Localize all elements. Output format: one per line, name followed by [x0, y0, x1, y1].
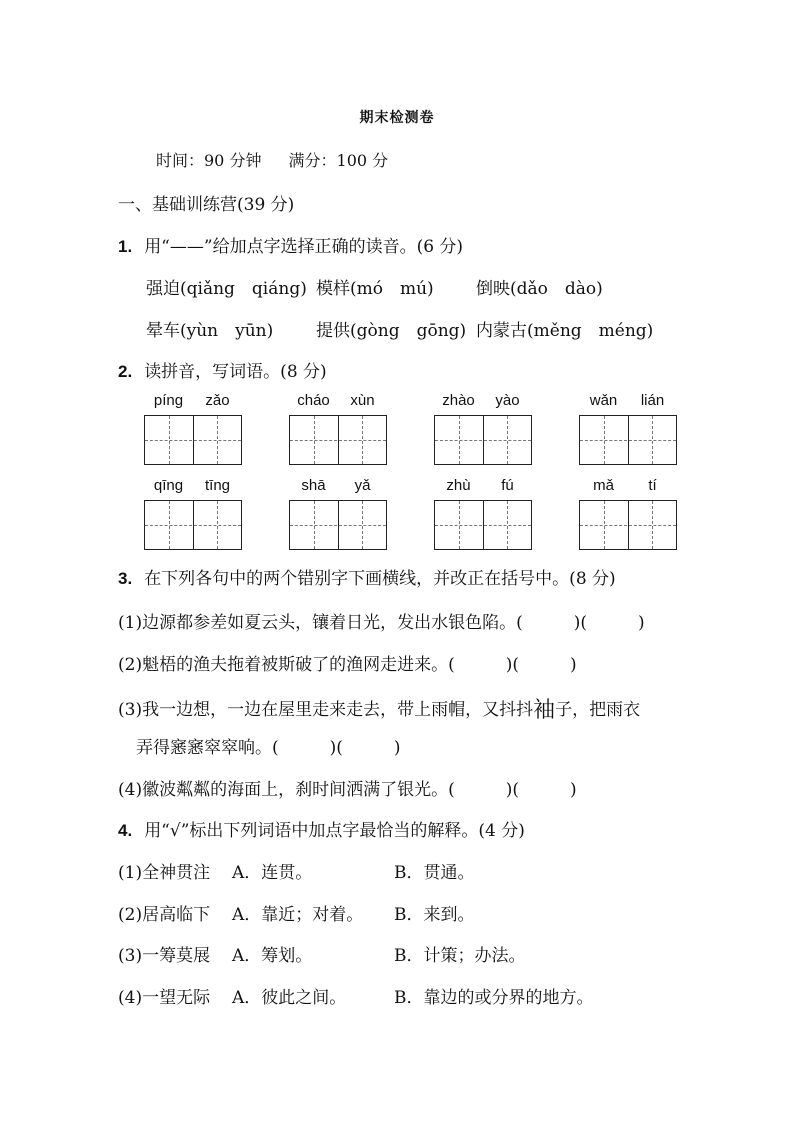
pinyin-label: zhào	[442, 392, 475, 409]
pinyin-label: shā	[301, 477, 326, 494]
pinyin-label: yǎ	[354, 477, 371, 494]
question-text: 读拼音，写词语。(8 分)	[144, 362, 327, 382]
question-4	[118, 816, 525, 841]
pinyin-label: tí	[648, 477, 657, 494]
sentence-item: (2)魁梧的渔夫拖着被斯破了的渔网走进来。( )( )	[118, 655, 577, 675]
tianzige-box[interactable]	[434, 415, 532, 465]
pinyin-label: xùn	[350, 392, 375, 409]
tianzige-box[interactable]	[289, 415, 387, 465]
pinyin-choice: 提供(gòng gōng)	[316, 321, 467, 341]
pinyin-choice: 模样(mó mú)	[316, 279, 434, 299]
tianzige-box[interactable]	[579, 415, 677, 465]
pinyin-label: yào	[495, 392, 520, 409]
word-writing-grid	[434, 477, 532, 555]
pinyin-choice: 强迫(qiǎng qiáng)	[146, 279, 307, 299]
question-number: 4.	[118, 821, 133, 840]
pinyin-choice: 倒映(dǎo dào)	[476, 279, 603, 299]
question-number: 1.	[118, 237, 133, 256]
word-writing-grid	[144, 477, 242, 555]
pinyin-choice: 晕车(yùn yūn)	[146, 321, 274, 341]
pinyin-label: wǎn	[589, 392, 618, 409]
question-text: 在下列各句中的两个错别字下画横线，并改正在括号中。(8 分)	[144, 569, 616, 589]
idiom-word: (2)居高临下	[118, 905, 211, 925]
question-1	[118, 232, 463, 257]
sentence-item: (1)边源都参差如夏云头，镶着日光，发出水银色陷。( )( )	[118, 613, 645, 633]
idiom-word: (4)一望无际	[118, 988, 211, 1008]
section-heading: 一、基础训练营(39 分)	[118, 195, 295, 215]
option-b[interactable]: B．靠边的或分界的地方。	[394, 988, 594, 1008]
sentence-text: 子，把雨衣	[555, 700, 641, 720]
word-writing-grid	[289, 477, 387, 555]
pinyin-label: lián	[640, 392, 665, 409]
question-text: 用“√”标出下列词语中加点字最恰当的解释。(4 分)	[144, 821, 525, 841]
word-writing-grid	[434, 392, 532, 470]
option-b[interactable]: B．计策；办法。	[394, 946, 526, 966]
word-writing-grid	[579, 392, 677, 470]
question-2	[118, 357, 327, 382]
pinyin-label: mǎ	[593, 477, 614, 494]
pinyin-label: tīng	[204, 477, 231, 494]
tianzige-box[interactable]	[579, 500, 677, 550]
page-title: 期末检测卷	[359, 110, 435, 126]
exam-meta	[156, 148, 410, 171]
time-limit: 时间：90 分钟	[156, 151, 262, 170]
option-a[interactable]: A．连贯。	[232, 863, 313, 883]
pinyin-label: cháo	[297, 392, 330, 409]
tianzige-box[interactable]	[434, 500, 532, 550]
question-number: 2.	[118, 362, 133, 381]
pinyin-choice: 内蒙古(měng méng)	[476, 321, 654, 341]
option-a[interactable]: A．靠近；对着。	[232, 905, 364, 925]
enlarged-character: 袖	[533, 698, 556, 723]
option-b[interactable]: B．贯通。	[394, 863, 475, 883]
full-score: 满分：100 分	[288, 151, 389, 170]
idiom-word: (3)一筹莫展	[118, 946, 211, 966]
pinyin-label: zǎo	[205, 392, 230, 409]
sentence-item	[118, 691, 640, 722]
pinyin-label: zhù	[446, 477, 471, 494]
tianzige-box[interactable]	[144, 500, 242, 550]
sentence-text: (3)我一边想，一边在屋里走来走去，带上雨帽，又抖抖	[118, 700, 534, 720]
tianzige-box[interactable]	[289, 500, 387, 550]
option-b[interactable]: B．来到。	[394, 905, 475, 925]
sentence-item: (4)徽波粼粼的海面上，刹时间洒满了银光。( )( )	[118, 780, 577, 800]
word-writing-grid	[289, 392, 387, 470]
question-text: 用“——”给加点字选择正确的读音。(6 分)	[144, 237, 464, 257]
question-number: 3.	[118, 569, 133, 588]
option-a[interactable]: A．彼此之间。	[232, 988, 347, 1008]
word-writing-grid	[579, 477, 677, 555]
pinyin-label: píng	[153, 392, 184, 409]
option-a[interactable]: A．筹划。	[232, 946, 313, 966]
pinyin-label: fú	[501, 477, 514, 494]
question-3	[118, 564, 616, 589]
sentence-continuation: 弄得窸窸窣窣响。( )( )	[136, 738, 401, 758]
pinyin-label: qīng	[153, 477, 184, 494]
tianzige-box[interactable]	[144, 415, 242, 465]
idiom-word: (1)全神贯注	[118, 863, 211, 883]
word-writing-grid	[144, 392, 242, 470]
